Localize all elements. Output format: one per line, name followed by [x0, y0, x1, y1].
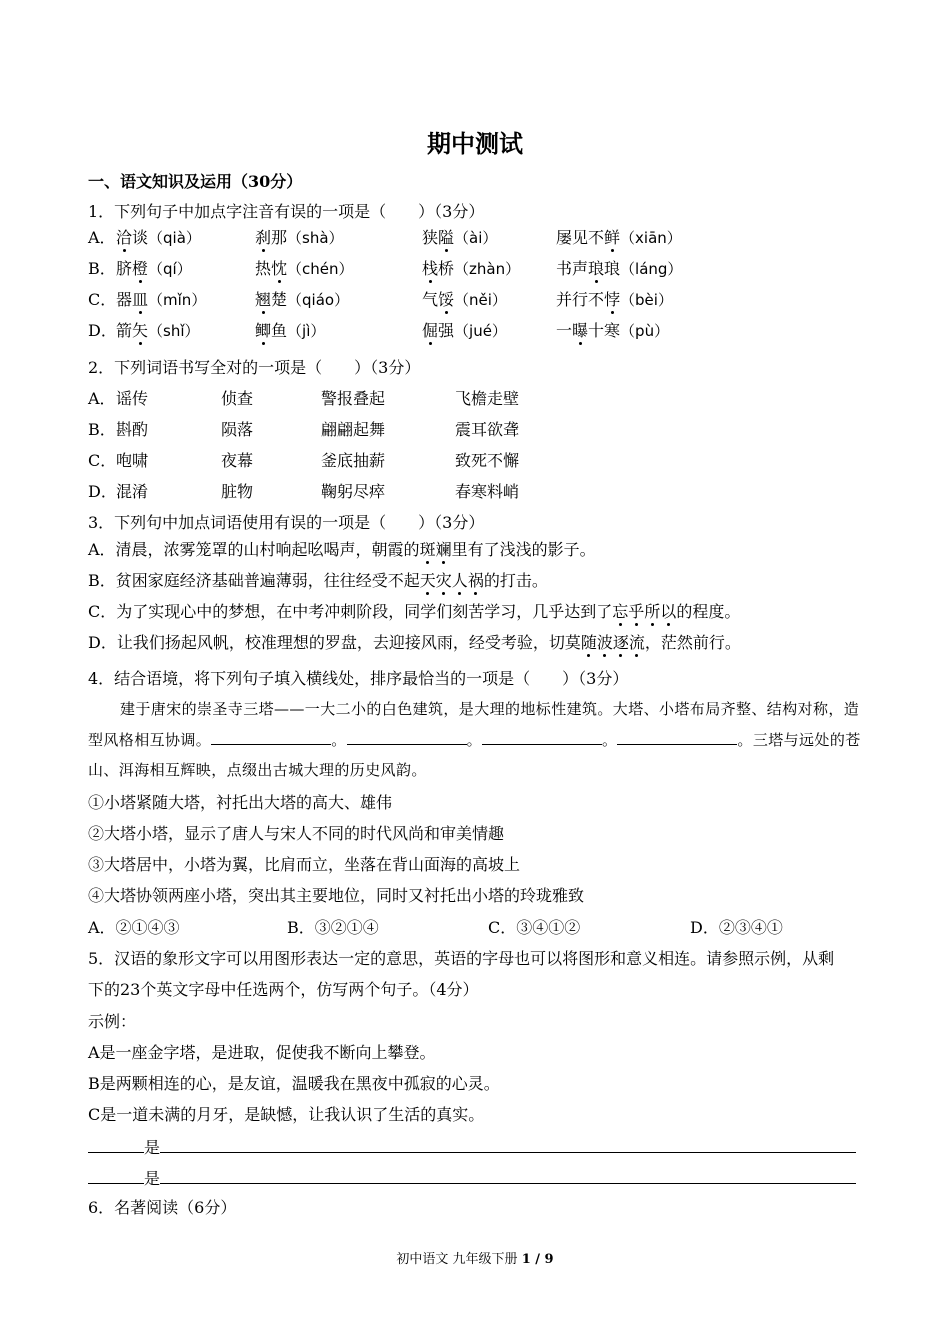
pinyin: （láng）: [620, 260, 683, 278]
dotted-char: 以: [660, 602, 677, 621]
option-item: 鲫鱼（jì）: [255, 321, 326, 340]
dotted-char: 波: [596, 633, 613, 652]
option-item: 倔强（jué）: [422, 321, 507, 340]
dotted-char: 忘: [612, 602, 629, 621]
pinyin: （zhàn）: [454, 260, 521, 278]
page-number: 1 / 9: [521, 1252, 554, 1267]
page-title: 期中测试: [427, 129, 523, 158]
order-sentence: ②大塔小塔，显示了唐人与宋人不同的时代风尚和审美情趣: [88, 824, 505, 843]
option-word: 脏物: [221, 482, 254, 501]
option-item: 书声琅琅（láng）: [556, 259, 683, 278]
pinyin: （bèi）: [620, 291, 673, 309]
choice-option: C．③④①②: [488, 918, 581, 937]
option-word: 致死不懈: [455, 451, 520, 470]
option-word: 鞠躬尽瘁: [321, 482, 386, 501]
option-item: 狭隘（ài）: [422, 228, 498, 247]
fill-blank[interactable]: [482, 728, 602, 745]
dotted-char: 忱: [271, 259, 288, 278]
pinyin: （mǐn）: [148, 291, 207, 309]
option-label: A．: [88, 389, 116, 408]
dotted-char: 鲫: [255, 321, 272, 340]
question-2-stem: 2．下列词语书写全对的一项是（ ）（3分）: [88, 358, 421, 377]
fill-blank[interactable]: [211, 728, 331, 745]
option-item: 一曝十寒（pù）: [556, 321, 670, 340]
option-word: 警报叠起: [321, 389, 386, 408]
option-label: C．: [88, 290, 117, 309]
pinyin: （ài）: [454, 229, 498, 247]
answer-word: 是: [144, 1169, 161, 1188]
dotted-char: 皿: [132, 290, 149, 309]
order-sentence: ①小塔紧随大塔，衬托出大塔的高大、雄伟: [88, 793, 393, 812]
pinyin: （chén）: [287, 260, 354, 278]
passage-part-2: 三塔与远处的苍山、洱海相互辉映，点缀出古城大理的历史风韵。: [88, 730, 861, 779]
option-item: 翘楚（qiáo）: [255, 290, 350, 309]
option-word: 谣传: [116, 389, 149, 408]
option-item: 热忱（chén）: [255, 259, 354, 278]
option-word: 斟酌: [116, 420, 149, 439]
dotted-char: 洽: [116, 228, 133, 247]
choice-option: B．③②①④: [287, 918, 379, 937]
option-sentence: A．清晨，浓雾笼罩的山村响起吆喝声，朝霞的斑斓里有了浅浅的影子。: [88, 540, 596, 559]
dotted-char: 栈: [422, 259, 439, 278]
dotted-char: 橙: [132, 259, 149, 278]
example-sentence: B是两颗相连的心，是友谊，温暖我在黑夜中孤寂的心灵。: [88, 1074, 500, 1093]
option-sentence: B．贫困家庭经济基础普遍薄弱，往往经受不起天灾人祸的打击。: [88, 571, 548, 590]
pinyin: （xiān）: [620, 229, 682, 247]
option-sentence: D．让我们扬起风帆，校准理想的罗盘，去迎接风雨，经受考验，切莫随波逐流，茫然前行。: [88, 633, 741, 652]
choice-option: D．②③④①: [690, 918, 783, 937]
option-word: 翩翩起舞: [321, 420, 386, 439]
question-4-passage: 建于唐宋的崇圣寺三塔——一大二小的白色建筑，是大理的地标性建筑。大塔、小塔布局齐整、结构对称，造型风格相互协调。 。 。 。 。三塔与远处的苍山、洱海相互辉映，点缀出古城大理的历史风韵。: [88, 700, 861, 779]
dotted-char: 天: [419, 571, 436, 590]
dotted-char: 悖: [604, 290, 621, 309]
option-word: 飞檐走壁: [455, 389, 520, 408]
question-3-stem: 3．下列句中加点词语使用有误的一项是（ ）（3分）: [88, 513, 485, 532]
option-word: 夜幕: [221, 451, 254, 470]
example-sentence: A是一座金字塔，是进取，促使我不断向上攀登。: [88, 1043, 436, 1062]
option-item: 气馁（něi）: [422, 290, 507, 309]
dotted-char: 馁: [438, 290, 455, 309]
pinyin: （něi）: [454, 291, 507, 309]
question-4-stem: 4．结合语境，将下列句子填入横线处，排序最恰当的一项是（ ）（3分）: [88, 669, 629, 688]
option-word: 侦查: [221, 389, 254, 408]
dotted-char: 倔: [422, 321, 439, 340]
answer-word: 是: [144, 1138, 161, 1157]
dotted-char: 鲜: [604, 228, 621, 247]
dotted-char: 翘: [255, 290, 272, 309]
dotted-char: 所: [644, 602, 661, 621]
page-footer: [0, 1248, 950, 1267]
option-word: 咆啸: [116, 451, 149, 470]
option-word: 春寒料峭: [455, 482, 520, 501]
dotted-char: 刹: [255, 228, 272, 247]
pinyin: （jué）: [454, 322, 507, 340]
question-5-stem-line-2: 下的23个英文字母中任选两个，仿写两个句子。（4分）: [88, 980, 479, 999]
option-word: 混淆: [116, 482, 149, 501]
passage-part-1: 建于唐宋的崇圣寺三塔——一大二小的白色建筑，是大理的地标性建筑。大塔、小塔布局齐整、结构对称，造型风格相互协调。: [88, 700, 860, 749]
option-item: 屡见不鲜（xiān）: [556, 228, 682, 247]
choice-option: A．②①④③: [88, 918, 180, 937]
sentence-blank[interactable]: [160, 1136, 856, 1153]
pinyin: （shà）: [287, 229, 344, 247]
option-item: 脐橙（qí）: [116, 259, 192, 278]
example-sentence: C是一道未满的月牙，是缺憾，让我认识了生活的真实。: [88, 1105, 485, 1124]
pinyin: （qià）: [148, 229, 201, 247]
pinyin: （qí）: [148, 260, 192, 278]
letter-blank[interactable]: [88, 1136, 144, 1153]
pinyin: （qiáo）: [287, 291, 350, 309]
option-word: 釜底抽薪: [321, 451, 386, 470]
option-item: 刹那（shà）: [255, 228, 344, 247]
dotted-char: 逐: [612, 633, 629, 652]
example-label: 示例：: [88, 1012, 137, 1031]
dotted-char: 祸: [467, 571, 484, 590]
pinyin: （jì）: [287, 322, 326, 340]
sentence-blank[interactable]: [160, 1167, 856, 1184]
option-word: 震耳欲聋: [455, 420, 520, 439]
footer-text: 初中语文 九年级下册: [396, 1252, 522, 1267]
fill-blank[interactable]: [347, 728, 467, 745]
dotted-char: 矢: [132, 321, 149, 340]
option-item: 洽谈（qià）: [116, 228, 201, 247]
question-1-stem: 1．下列句子中加点字注音有误的一项是（ ）（3分）: [88, 202, 485, 221]
dotted-char: 琅: [588, 259, 605, 278]
order-sentence: ④大塔协领两座小塔，突出其主要地位，同时又衬托出小塔的玲珑雅致: [88, 886, 585, 905]
dotted-char: 流: [628, 633, 645, 652]
pinyin: （shǐ）: [148, 322, 200, 340]
dotted-char: 隘: [438, 228, 455, 247]
dotted-char: 斑: [419, 540, 436, 559]
option-item: 箭矢（shǐ）: [116, 321, 200, 340]
option-label: D．: [88, 321, 117, 340]
option-word: 陨落: [221, 420, 254, 439]
dotted-char: 曝: [572, 321, 589, 340]
order-sentence: ③大塔居中，小塔为翼，比肩而立，坐落在背山面海的高坡上: [88, 855, 521, 874]
option-label: D．: [88, 482, 117, 501]
option-label: B．: [88, 259, 116, 278]
question-6-stem: 6．名著阅读（6分）: [88, 1198, 237, 1217]
option-label: A．: [88, 228, 116, 247]
dotted-char: 乎: [628, 602, 645, 621]
option-item: 并行不悖（bèi）: [556, 290, 673, 309]
answer-line-1[interactable]: [88, 1136, 856, 1158]
section-heading: 一、语文知识及运用（30分）: [88, 172, 303, 191]
letter-blank[interactable]: [88, 1167, 144, 1184]
option-item: 器皿（mǐn）: [116, 290, 207, 309]
dotted-char: 随: [580, 633, 597, 652]
dotted-char: 灾: [435, 571, 452, 590]
option-label: C．: [88, 451, 117, 470]
dotted-char: 斓: [435, 540, 452, 559]
option-sentence: C．为了实现心中的梦想，在中考冲刺阶段，同学们刻苦学习，几乎达到了忘乎所以的程度。: [88, 602, 741, 621]
fill-blank[interactable]: [617, 728, 737, 745]
option-label: B．: [88, 420, 116, 439]
dotted-char: 人: [451, 571, 468, 590]
question-5-stem-line-1: 5．汉语的象形文字可以用图形表达一定的意思，英语的字母也可以将图形和意义相连。请参照示例，从剩: [88, 949, 835, 968]
pinyin: （pù）: [620, 322, 670, 340]
option-item: 栈桥（zhàn）: [422, 259, 521, 278]
answer-line-2[interactable]: [88, 1167, 856, 1189]
